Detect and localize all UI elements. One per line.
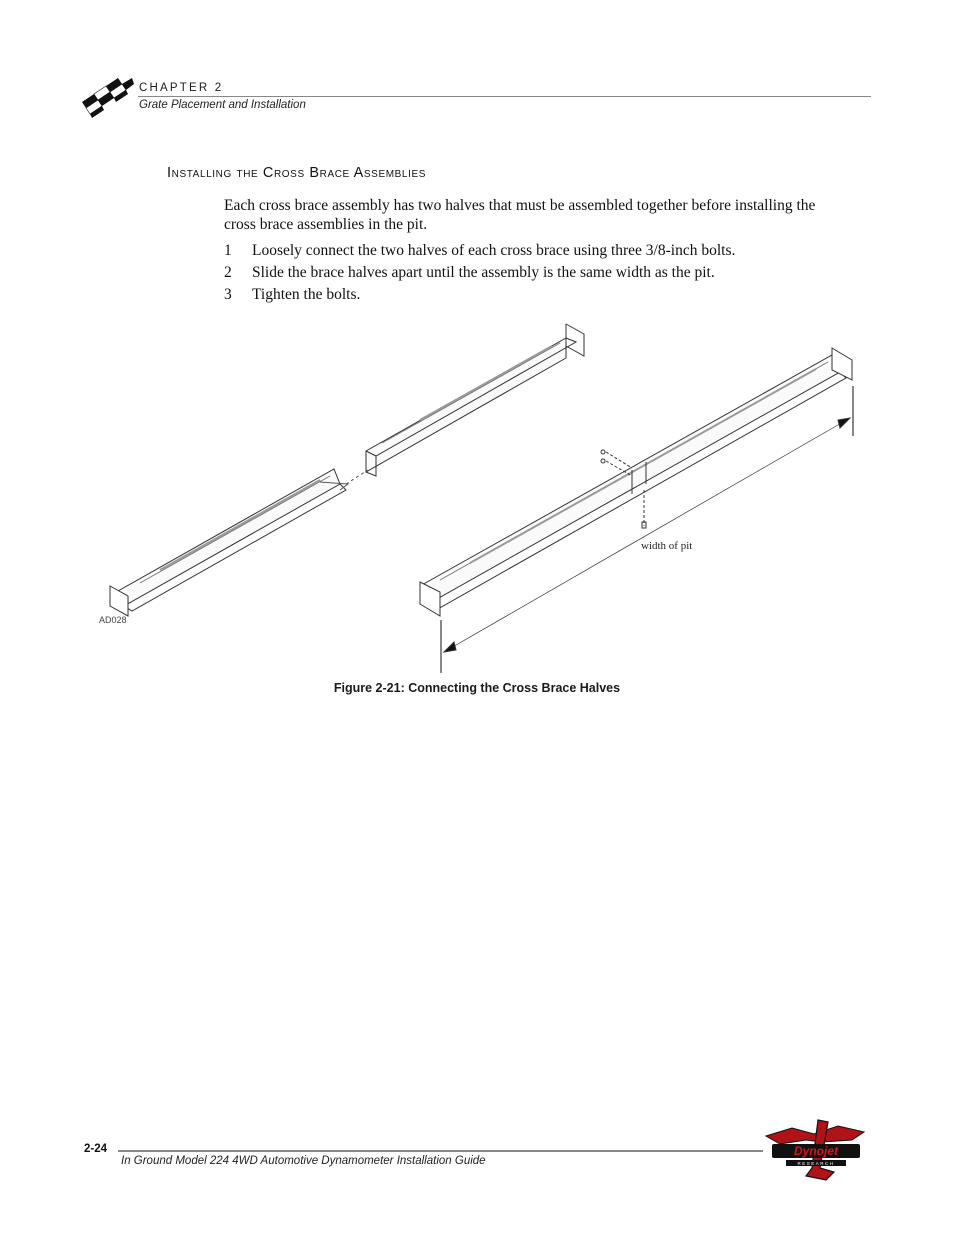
svg-text:RESEARCH: RESEARCH xyxy=(797,1161,835,1166)
footer-rule xyxy=(118,1150,763,1152)
brace-half-lower xyxy=(110,469,348,616)
figure-id-label: AD028 xyxy=(99,615,127,625)
step-text: Loosely connect the two halves of each cross brace using three 3/8-inch bolts. xyxy=(252,242,736,259)
svg-text:Dynojet: Dynojet xyxy=(793,1144,839,1158)
step-number: 1 xyxy=(224,242,232,259)
section-heading: Installing the Cross Brace Assemblies xyxy=(167,165,426,181)
chapter-label: CHAPTER 2 xyxy=(139,82,224,94)
chapter-title: Grate Placement and Installation xyxy=(139,99,306,111)
brace-half-upper xyxy=(366,324,584,476)
step-number: 3 xyxy=(224,286,232,303)
dimension-label: width of pit xyxy=(641,540,693,552)
intro-paragraph: Each cross brace assembly has two halves that must be assembled together before installing the cross brace assemblies in the pit. xyxy=(224,197,816,233)
footer-doc-title: In Ground Model 224 4WD Automotive Dynamometer Installation Guide xyxy=(121,1155,486,1167)
step-text: Slide the brace halves apart until the assembly is the same width as the pit. xyxy=(252,264,715,281)
step-number: 2 xyxy=(224,264,232,281)
dynojet-logo-icon xyxy=(762,1118,868,1182)
width-dimension xyxy=(441,386,853,673)
figure-caption: Figure 2-21: Connecting the Cross Brace Halves xyxy=(333,681,621,695)
step-text: Tighten the bolts. xyxy=(252,286,361,303)
page-number: 2-24 xyxy=(84,1143,108,1155)
